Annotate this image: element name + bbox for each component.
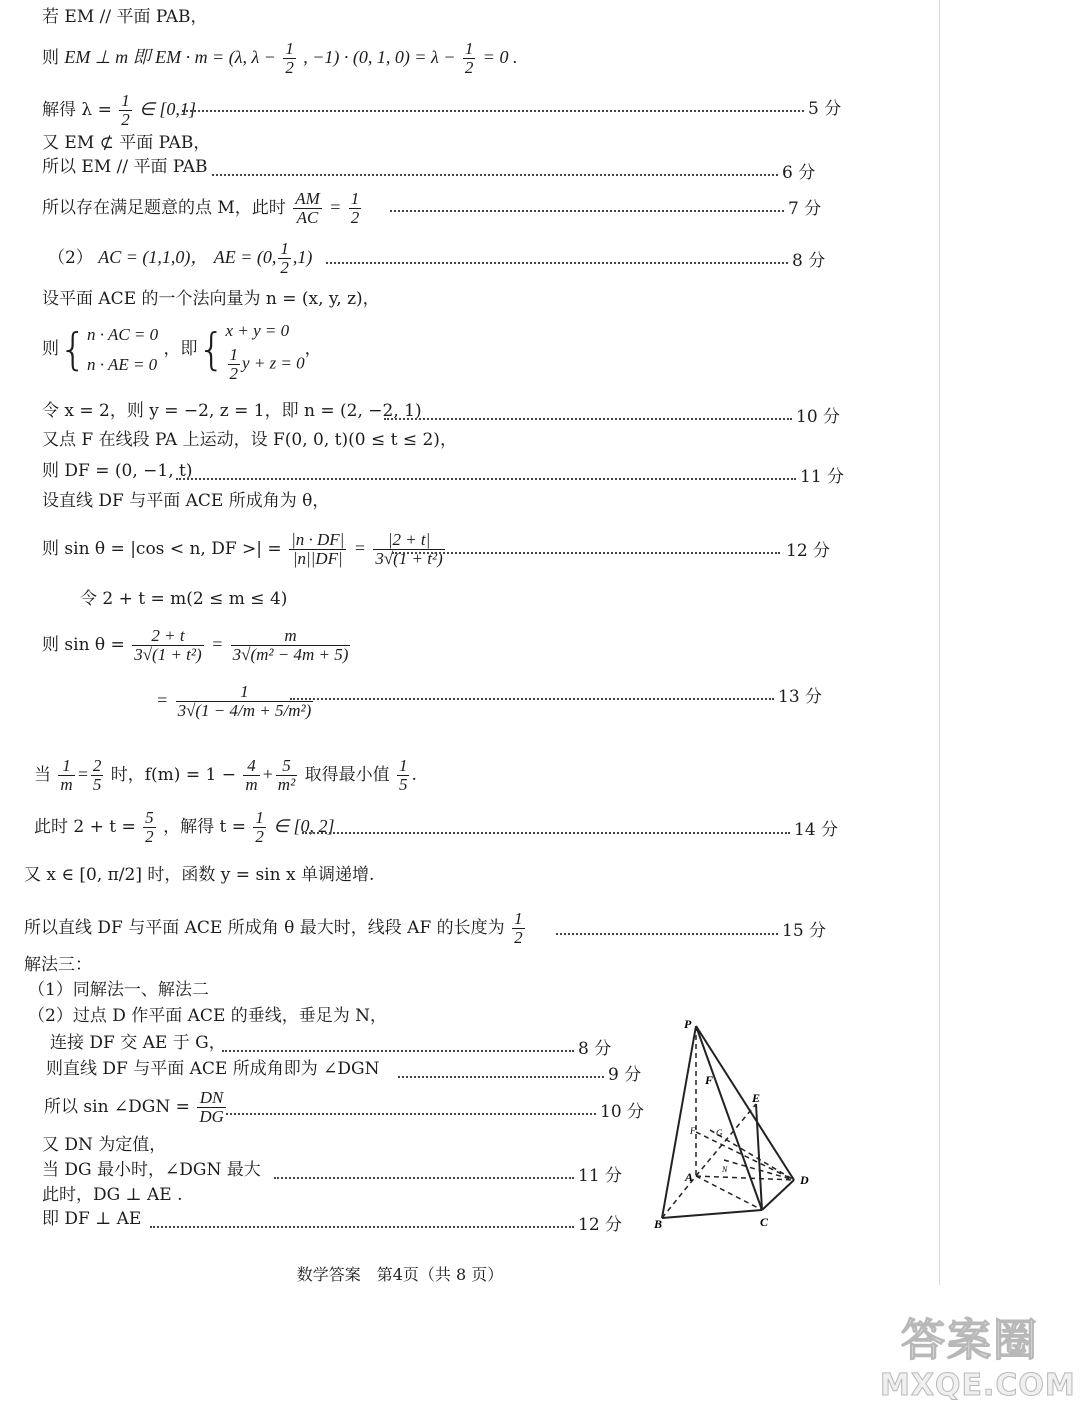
dot-leader	[326, 262, 788, 264]
page-footer: 数学答案 第4页（共 8 页）	[296, 1265, 504, 1284]
text-line: 则 EM ⊥ m 即 EM · m = (λ, λ − $\frac{1}{2}$ , −1) · (0, 1, 0) = λ − $\frac{1}{2}$ = 0 .	[42, 39, 518, 77]
text-line: 又 DN 为定值，	[42, 1135, 167, 1155]
watermark-logo: 答案圈	[901, 1315, 1039, 1366]
text-line: （2）过点 D 作平面 ACE 的垂线，垂足为 N，	[28, 1006, 388, 1026]
text-line: 令 2 + t = m(2 ≤ m ≤ 4)	[80, 589, 288, 609]
label-f2: F	[690, 1126, 696, 1136]
section-heading: 解法三：	[24, 955, 92, 975]
dot-leader	[290, 698, 774, 700]
dot-leader	[182, 110, 804, 112]
text-line: 所以 EM // 平面 PAB	[42, 157, 208, 177]
dot-leader	[390, 210, 784, 212]
dot-leader	[176, 478, 796, 480]
label-a: A	[685, 1170, 694, 1184]
page-divider	[939, 0, 940, 1285]
text-line: 所以存在满足题意的点 M，此时 $\frac{AM}{AC}$ = $\frac{1}{2}$	[42, 189, 360, 227]
text-line: 则 DF = (0, −1, t)	[42, 461, 193, 481]
dot-leader	[226, 1113, 596, 1115]
score-label: 10 分	[796, 407, 841, 427]
label-e: E	[752, 1091, 761, 1105]
score-label: 10 分	[600, 1102, 645, 1122]
text-line: 即 DF ⊥ AE	[42, 1209, 142, 1229]
score-label: 12 分	[578, 1215, 623, 1235]
dot-leader	[222, 1050, 574, 1052]
text-line: 当 $\frac{1}{m}$ = $\frac{2}{5}$ 时，f(m) = 1 − $\frac{4}{m}$ + $\frac{5}{\text{m²}}$ 取得最小值 $\frac{1}{5}$ .	[34, 756, 417, 794]
text-line: 此时 2 + t = $\frac{5}{2}$ ，解得 t = $\frac{1}{2}$ ∈ [0, 2]	[34, 808, 335, 846]
dot-leader	[398, 1076, 604, 1078]
text-line: 所以 sin ∠DGN = $\frac{DN}{DG}$	[44, 1088, 224, 1126]
fraction: $\frac{1}{2}$	[285, 39, 294, 77]
text-line: 又 x ∈ [0, π/2] 时，函数 y = sin x 单调递增.	[24, 865, 375, 885]
score-label: 6 分	[782, 163, 816, 183]
score-label: 12 分	[786, 541, 831, 561]
fraction: $\frac{AM}{AC}$	[295, 189, 320, 227]
brace: {	[59, 323, 87, 375]
dot-leader	[150, 1226, 574, 1228]
equation-system-line: 则{ n · AC = 0 n · AE = 0 ，即{ x + y = 0 $\frac{1}{2}$ y + z = 0 ，	[42, 316, 322, 383]
score-label: 8 分	[792, 251, 826, 271]
text-line: 令 x = 2，则 y = −2, z = 1，即 n = (2, −2, 1)	[42, 401, 422, 421]
label-p: P	[684, 1017, 692, 1031]
dot-leader	[274, 1177, 574, 1179]
text-line: 则直线 DF 与平面 ACE 所成角即为 ∠DGN	[46, 1059, 380, 1079]
fraction: $\frac{1}{\text{3√(1 − 4/m + 5/m²)}}$	[177, 682, 312, 720]
dot-leader	[302, 832, 790, 834]
fraction: $\frac{1}{2}$	[464, 39, 474, 77]
watermark	[880, 1304, 1076, 1403]
text-line: 则 sin θ = |cos < n, DF >| = $\frac{|n \cdot DF|}{|n||DF|}$ = $\frac{|2 + t|}{\text{3√(1 + t²)}}$	[42, 530, 443, 568]
text-line: 设直线 DF 与平面 ACE 所成角为 θ，	[42, 491, 330, 511]
fraction: $\frac{1}{2}$	[280, 239, 289, 277]
text-line: 解得 λ = $\frac{1}{2}$ ∈ [0,1]	[42, 91, 196, 129]
text-line: 所以直线 DF 与平面 ACE 所成角 θ 最大时，线段 AF 的长度为 $\frac{1}{2}$	[24, 909, 523, 947]
text-line: 又点 F 在线段 PA 上运动，设 F(0, 0, t)(0 ≤ t ≤ 2)，	[42, 430, 457, 450]
score-label: 5 分	[808, 99, 842, 119]
pyramid-figure	[650, 1012, 820, 1234]
score-label: 11 分	[800, 467, 845, 487]
watermark-text: MXQE.COM	[880, 1368, 1076, 1403]
dot-leader	[556, 933, 778, 935]
text-line: 则 sin θ = $\frac{2 + t}{\text{3√(1 + t²)}}$ = $\frac{m}{\text{3√(m² − 4m + 5)}}$	[42, 626, 349, 664]
score-label: 14 分	[794, 820, 839, 840]
label-n: N	[722, 1165, 728, 1174]
fraction: $\frac{|n \cdot DF|}{|n||DF|}$	[291, 530, 345, 568]
score-label: 13 分	[778, 687, 823, 707]
label-g: G	[716, 1128, 723, 1138]
dot-leader	[212, 174, 778, 176]
text-line: 若 EM // 平面 PAB，	[42, 7, 208, 27]
fraction: $\frac{1}{2}$	[350, 189, 360, 227]
dot-leader	[392, 552, 780, 554]
score-label: 11 分	[578, 1166, 623, 1186]
fraction: $\frac{|2 + t|}{\text{3√(1 + t²)}}$	[375, 530, 443, 568]
equation-system: x + y = 0 $\frac{1}{2}$ y + z = 0	[225, 321, 305, 383]
score-label: 9 分	[608, 1065, 642, 1085]
score-label: 15 分	[782, 921, 827, 941]
label-f: F	[705, 1073, 714, 1087]
label-c: C	[760, 1215, 769, 1229]
label-d: D	[800, 1173, 809, 1187]
dot-leader	[384, 418, 792, 420]
text-line: 设平面 ACE 的一个法向量为 n = (x, y, z)，	[42, 289, 380, 309]
text-line: （1）同解法一、解法二	[28, 980, 209, 1000]
text-line: 连接 DF 交 AE 于 G，	[50, 1033, 226, 1053]
score-label: 7 分	[788, 199, 822, 219]
fraction: $\frac{2 + t}{\text{3√(1 + t²)}}$	[134, 626, 202, 664]
text-line: = $\frac{1}{\text{3√(1 − 4/m + 5/m²)}}$	[156, 682, 312, 720]
text-line: （2） AC = (1,1,0)， AE = (0, $\frac{1}{2}$ ,1)	[48, 239, 313, 277]
label-b: B	[654, 1217, 663, 1231]
score-label: 8 分	[578, 1039, 612, 1059]
equation-system: n · AC = 0 n · AE = 0	[87, 324, 159, 374]
text-line: 又 EM ⊄ 平面 PAB，	[42, 133, 211, 153]
fraction: $\frac{m}{\text{3√(m² − 4m + 5)}}$	[232, 626, 349, 664]
text-line: 此时，DG ⊥ AE .	[42, 1185, 183, 1205]
fraction: $\frac{1}{2}$	[121, 91, 130, 129]
text-line: 当 DG 最小时，∠DGN 最大	[42, 1160, 261, 1180]
brace: {	[197, 323, 226, 375]
